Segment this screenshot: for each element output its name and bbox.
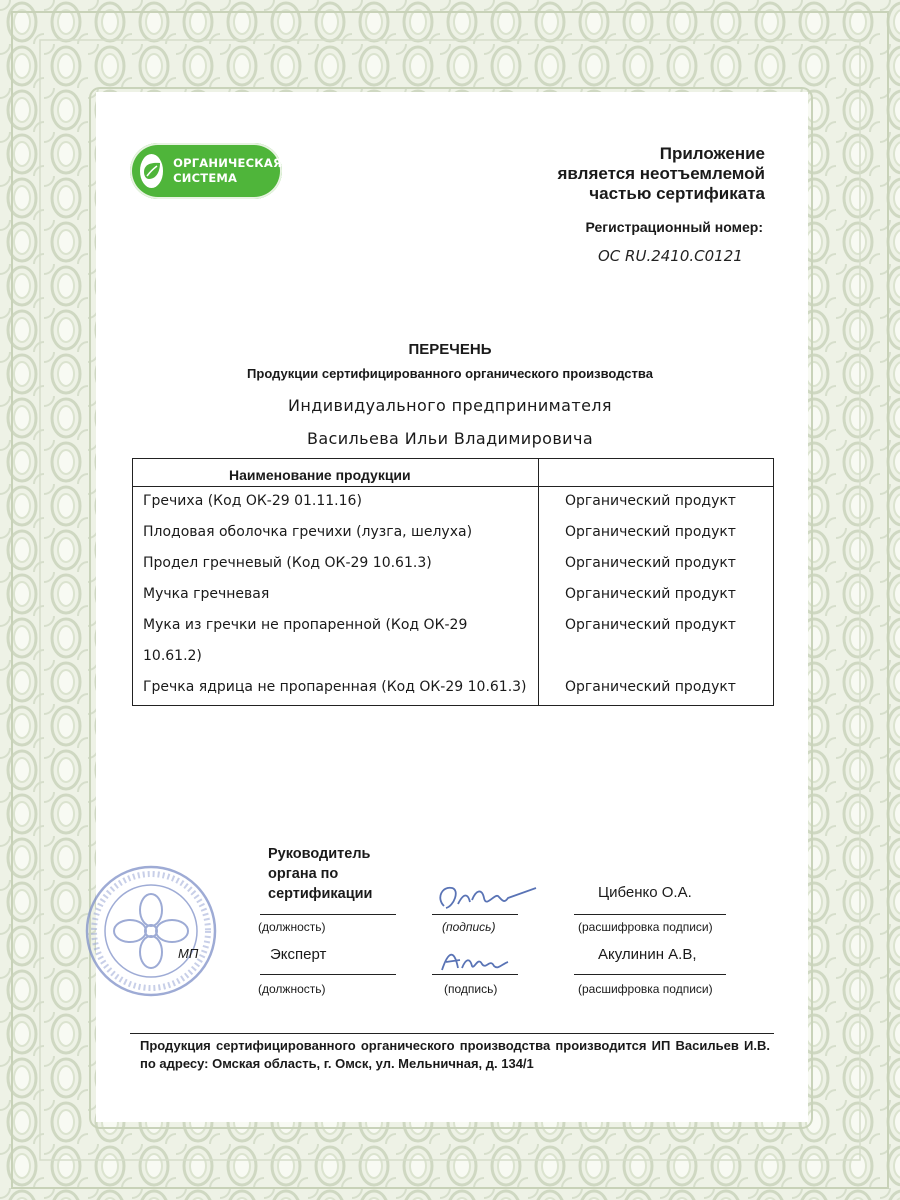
logo-line-1: ОРГАНИЧЕСКАЯ — [173, 156, 282, 170]
table-row-name: Гречиха (Код ОК-29 01.11.16) — [143, 493, 362, 509]
position-caption: (должность) — [258, 920, 326, 934]
position-line — [260, 914, 396, 915]
appendix-line-1: Приложение — [659, 144, 765, 163]
table-row-status: Органический продукт — [565, 555, 736, 571]
signature-expert-scribble — [438, 944, 518, 976]
decoding-caption: (расшифровка подписи) — [578, 982, 713, 996]
entrepreneur-label: Индивидуального предпринимателя — [288, 396, 612, 415]
table-row-status: Органический продукт — [565, 679, 736, 695]
table-row-name: Плодовая оболочка гречихи (лузга, шелуха) — [143, 524, 473, 540]
head-position-line-2: органа по — [268, 866, 339, 882]
table-row-name: Продел гречневый (Код ОК-29 10.61.3) — [143, 555, 432, 571]
table-row-status: Органический продукт — [565, 586, 736, 602]
decoding-caption: (расшифровка подписи) — [578, 920, 713, 934]
logo-text — [173, 156, 282, 186]
table-row-status: Органический продукт — [565, 493, 736, 509]
signature-line — [432, 914, 518, 915]
organic-system-logo — [130, 143, 282, 199]
expert-name: Акулинин А.В, — [598, 946, 697, 963]
footer-divider — [130, 1033, 774, 1034]
decoding-line — [574, 974, 726, 975]
signature-head-scribble — [432, 880, 542, 916]
document-title: ПЕРЕЧЕНЬ — [408, 341, 492, 358]
production-address-note: Продукция сертифицированного органического производства производится ИП Васильев И.В. по адресу: Омская область, г. Омск, ул. Мельничная, д. 134/1 — [140, 1038, 770, 1071]
products-table — [132, 458, 774, 706]
appendix-note — [558, 144, 766, 204]
head-position-line-3: сертификации — [268, 886, 373, 902]
stamp-place-label: МП — [178, 946, 199, 961]
table-row-name: Гречка ядрица не пропаренная (Код ОК-29 10.61.3) — [143, 679, 527, 695]
table-row-name: Мука из гречки не пропаренной (Код ОК-29 — [143, 617, 468, 633]
position-line — [260, 974, 396, 975]
table-column-divider — [538, 459, 539, 705]
column-header-product-name: Наименование продукции — [229, 467, 411, 483]
signature-line — [432, 974, 518, 975]
position-caption: (должность) — [258, 982, 326, 996]
appendix-line-2: является неотъемлемой — [557, 164, 765, 183]
table-row-status: Органический продукт — [565, 524, 736, 540]
document-subtitle: Продукции сертифицированного органического производства — [247, 366, 653, 381]
table-row-name-continued: 10.61.2) — [143, 648, 202, 664]
expert-position: Эксперт — [270, 946, 327, 963]
logo-line-2: СИСТЕМА — [173, 171, 238, 185]
signature-caption: (подпись) — [444, 982, 498, 996]
entrepreneur-name: Васильева Ильи Владимировича — [306, 429, 594, 448]
signature-caption: (подпись) — [442, 920, 496, 934]
registration-label: Регистрационный номер: — [585, 219, 763, 235]
certification-stamp — [82, 862, 220, 1000]
appendix-line-3: частью сертификата — [589, 184, 765, 203]
table-row-status: Органический продукт — [565, 617, 736, 633]
decoding-line — [574, 914, 726, 915]
table-row-name: Мучка гречневая — [143, 586, 270, 602]
registration-number: ОС RU.2410.С0121 — [598, 247, 743, 265]
leaf-icon — [140, 154, 163, 188]
head-position-line-1: Руководитель — [268, 846, 371, 862]
head-name: Цибенко О.А. — [598, 884, 692, 901]
